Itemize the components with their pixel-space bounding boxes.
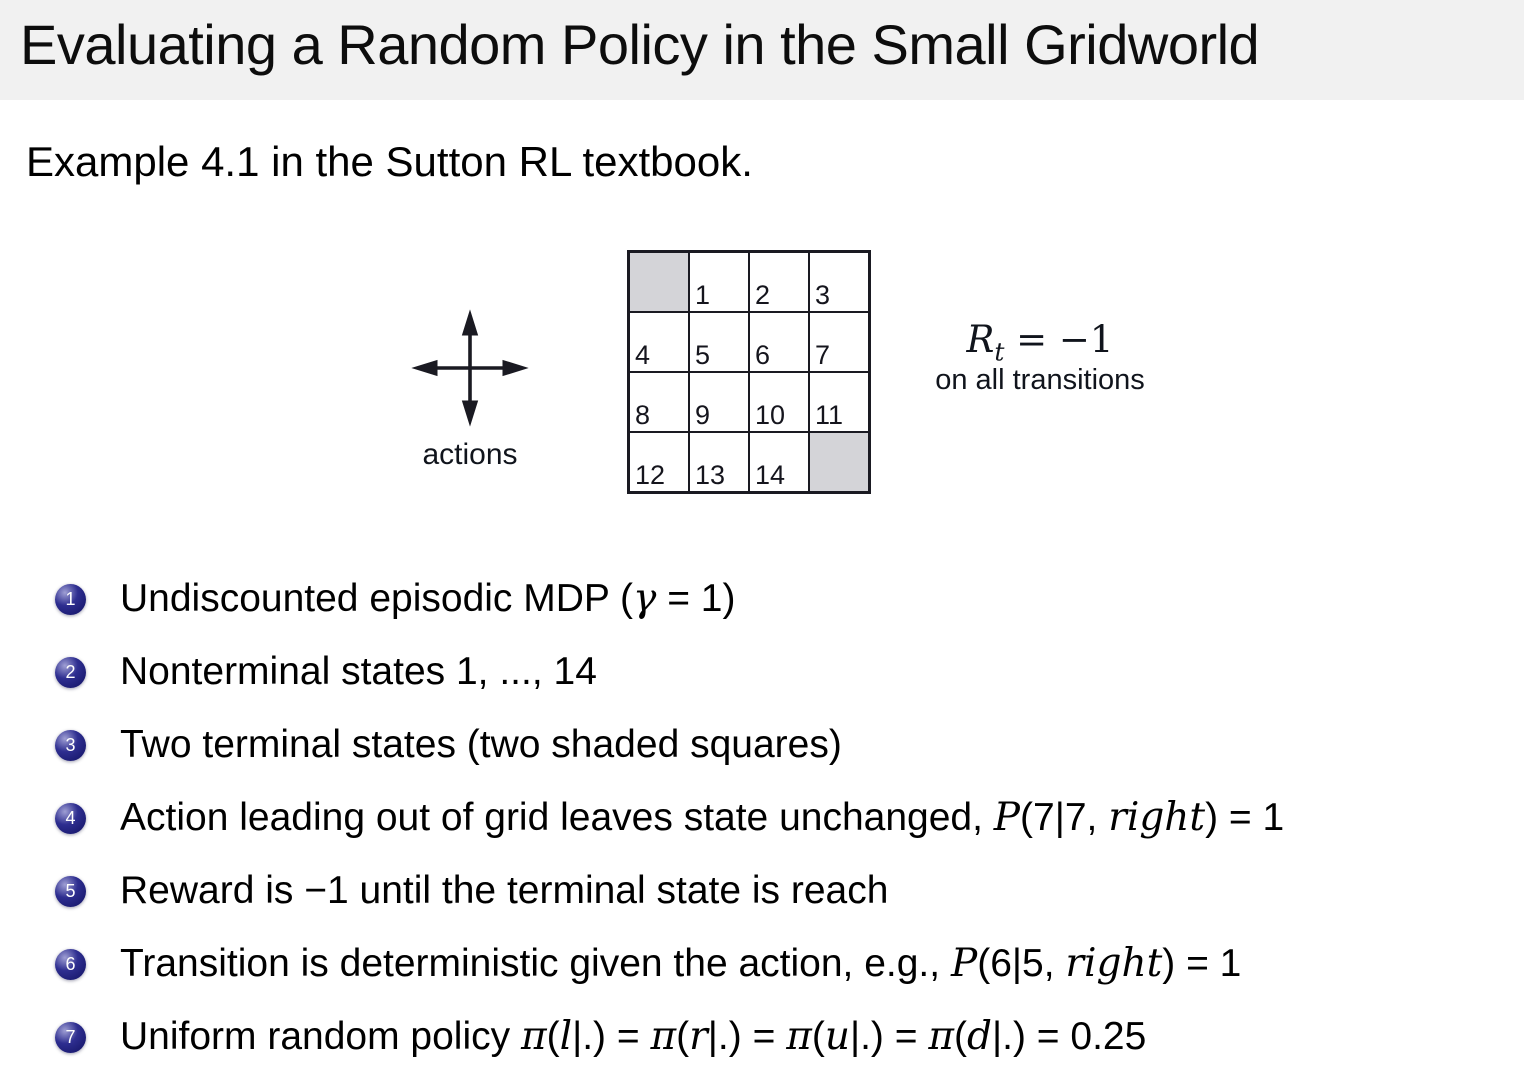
list-item bbox=[55, 943, 1517, 985]
text-segment: (6|5, bbox=[977, 942, 1066, 985]
state-cell bbox=[749, 312, 809, 372]
text-segment: Transition is deterministic given the action, e.g., bbox=[120, 942, 951, 985]
item-number-ball: 3 bbox=[55, 730, 86, 761]
item-text bbox=[120, 724, 842, 766]
gridworld-grid bbox=[627, 250, 871, 494]
text-segment: = 1) bbox=[656, 577, 736, 620]
state-number: 7 bbox=[815, 340, 831, 370]
text-segment: ( bbox=[676, 1015, 690, 1058]
actions-cross-icon bbox=[408, 306, 532, 430]
reward-subscript: t bbox=[994, 337, 1005, 367]
list-item bbox=[55, 870, 1517, 912]
text-segment: ( bbox=[546, 1015, 560, 1058]
math-var: P bbox=[950, 941, 978, 986]
state-number: 4 bbox=[635, 340, 651, 370]
state-number: 9 bbox=[695, 400, 711, 430]
state-cell bbox=[689, 372, 749, 432]
math-var: π bbox=[520, 1014, 547, 1059]
list-item bbox=[55, 724, 1517, 766]
text-segment: |.) = bbox=[572, 1015, 651, 1058]
text-segment: ) = 1 bbox=[1162, 942, 1242, 985]
item-text bbox=[120, 943, 1241, 985]
item-text bbox=[120, 870, 888, 912]
state-cell bbox=[749, 432, 809, 493]
math-var: π bbox=[650, 1014, 677, 1059]
item-text bbox=[120, 797, 1284, 839]
text-segment: |.) = bbox=[849, 1015, 929, 1058]
text-segment: Two terminal states (two shaded squares) bbox=[120, 723, 842, 766]
math-var: π bbox=[928, 1014, 955, 1059]
grid-row bbox=[629, 372, 870, 432]
state-number: 13 bbox=[695, 460, 726, 490]
list-item bbox=[55, 651, 1517, 693]
state-cell bbox=[689, 432, 749, 493]
subtitle: Example 4.1 in the Sutton RL textbook. bbox=[26, 138, 753, 185]
state-cell bbox=[749, 252, 809, 313]
state-cell bbox=[809, 252, 870, 313]
text-segment: |.) = 0.25 bbox=[991, 1015, 1147, 1058]
state-cell bbox=[809, 312, 870, 372]
math-var: right bbox=[1108, 795, 1206, 840]
state-cell bbox=[629, 432, 690, 493]
item-text bbox=[120, 1016, 1146, 1058]
text-segment: Undiscounted episodic MDP ( bbox=[120, 577, 634, 620]
state-number: 11 bbox=[815, 400, 844, 430]
text-segment: ) = 1 bbox=[1205, 796, 1285, 839]
state-number: 10 bbox=[755, 400, 786, 430]
item-text bbox=[120, 651, 597, 693]
slide-header bbox=[0, 0, 1524, 100]
state-number: 6 bbox=[755, 340, 771, 370]
item-number-ball: 7 bbox=[55, 1022, 86, 1053]
state-cell bbox=[689, 252, 749, 313]
text-segment: ( bbox=[811, 1015, 825, 1058]
grid-row bbox=[629, 432, 870, 493]
item-number-ball: 4 bbox=[55, 803, 86, 834]
math-var: l bbox=[559, 1014, 573, 1059]
text-segment: Nonterminal states 1, ..., 14 bbox=[120, 650, 597, 693]
reward-annotation bbox=[912, 318, 1168, 397]
state-number: 14 bbox=[755, 460, 786, 490]
reward-caption: on all transitions bbox=[935, 364, 1145, 396]
state-number: 5 bbox=[695, 340, 711, 370]
item-number-ball: 2 bbox=[55, 657, 86, 688]
slide-title: Evaluating a Random Policy in the Small Gridworld bbox=[20, 13, 1260, 76]
item-list bbox=[55, 578, 1517, 1089]
list-item bbox=[55, 578, 1517, 620]
terminal-cell bbox=[629, 252, 690, 313]
text-segment: Uniform random policy bbox=[120, 1015, 521, 1058]
state-number: 1 bbox=[695, 280, 711, 310]
actions-label: actions bbox=[422, 438, 518, 471]
item-text bbox=[120, 578, 735, 620]
math-var: r bbox=[689, 1014, 708, 1059]
item-number-ball: 5 bbox=[55, 876, 86, 907]
math-var: right bbox=[1065, 941, 1163, 986]
text-segment: Reward is −1 until the terminal state is reach bbox=[120, 869, 889, 912]
text-segment: (7|7, bbox=[1020, 796, 1109, 839]
reward-var: R bbox=[966, 318, 995, 361]
state-cell bbox=[689, 312, 749, 372]
state-number: 2 bbox=[755, 280, 771, 310]
list-item bbox=[55, 1016, 1517, 1058]
actions-figure bbox=[408, 306, 532, 472]
grid-row bbox=[629, 252, 870, 313]
state-cell bbox=[749, 372, 809, 432]
state-number: 8 bbox=[635, 400, 651, 430]
math-var: γ bbox=[633, 576, 657, 621]
math-var: d bbox=[967, 1014, 992, 1059]
state-cell bbox=[629, 372, 690, 432]
item-number-ball: 6 bbox=[55, 949, 86, 980]
terminal-cell bbox=[809, 432, 870, 493]
item-number-ball: 1 bbox=[55, 584, 86, 615]
state-cell bbox=[629, 312, 690, 372]
math-var: π bbox=[786, 1014, 812, 1059]
text-segment: |.) = bbox=[707, 1015, 787, 1058]
grid-row bbox=[629, 312, 870, 372]
state-number: 12 bbox=[635, 460, 666, 490]
state-cell bbox=[809, 372, 870, 432]
list-item bbox=[55, 797, 1517, 839]
text-segment: ( bbox=[954, 1015, 968, 1058]
reward-eq: = −1 bbox=[1004, 318, 1114, 361]
reward-equation bbox=[912, 318, 1168, 367]
math-var: u bbox=[824, 1014, 850, 1059]
text-segment: Action leading out of grid leaves state unchanged, bbox=[120, 796, 994, 839]
state-number: 3 bbox=[815, 280, 831, 310]
math-var: P bbox=[993, 795, 1021, 840]
